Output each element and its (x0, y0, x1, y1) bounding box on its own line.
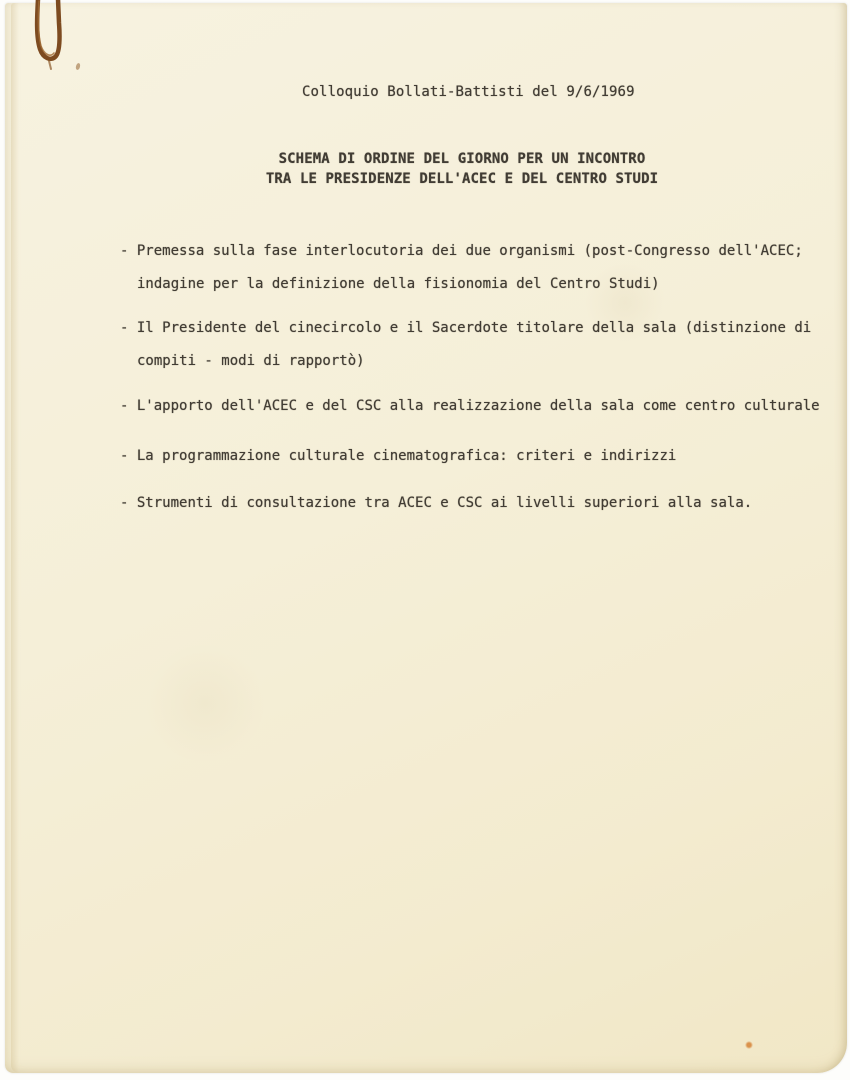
paper-edge-shading (11, 3, 19, 1073)
bullet-marker: - (120, 495, 129, 511)
document-title: Colloquio Bollati-Battisti del 9/6/1969 (302, 84, 635, 100)
paper-sheet (5, 3, 847, 1073)
bullet-marker: - (120, 320, 129, 336)
bullet-marker: - (120, 243, 129, 259)
agenda-item-1 (120, 235, 850, 301)
document-heading (77, 149, 847, 189)
agenda-item-text: L'apporto dell'ACEC e del CSC alla realizzazione della sala come centro culturale (136, 398, 820, 414)
bullet-marker: - (120, 398, 129, 414)
agenda-item-text: Il Presidente del cinecircolo e il Sacerdote titolare della sala (distinzione di compiti - modi di rapportò) (136, 320, 820, 369)
rust-speck (75, 63, 81, 71)
agenda-item-3 (120, 390, 850, 423)
agenda-item-text: La programmazione culturale cinematografica: criteri e indirizzi (136, 448, 677, 464)
agenda-item-text: Premessa sulla fase interlocutoria dei due organismi (post-Congresso dell'ACEC; indagine per la definizione della fisionomia del Centro Studi) (136, 243, 812, 292)
agenda-item-2 (120, 312, 850, 378)
agenda-item-4 (120, 440, 850, 473)
heading-line-1: SCHEMA DI ORDINE DEL GIORNO PER UN INCONTRO (278, 151, 646, 167)
agenda-item-5 (120, 487, 850, 520)
heading-line-2: TRA LE PRESIDENZE DELL'ACEC E DEL CENTRO STUDI (265, 171, 659, 187)
agenda-item-text: Strumenti di consultazione tra ACEC e CSC ai livelli superiori alla sala. (136, 495, 753, 511)
paperclip-icon (25, 0, 79, 79)
bullet-marker: - (120, 448, 129, 464)
